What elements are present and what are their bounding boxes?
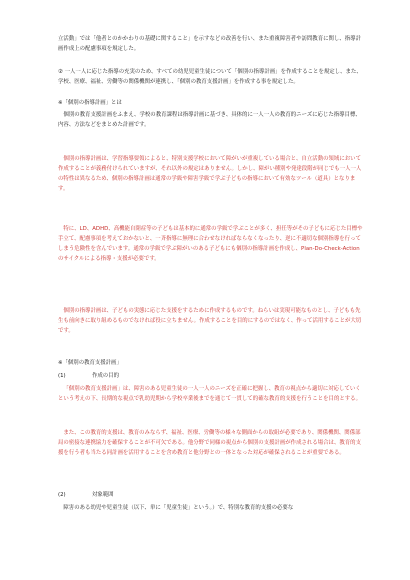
paragraph-target-scope: 障害のある幼児や児童生徒（以下、単に「児童生徒」という。）で、特別な教育的支援の必要な <box>63 505 294 511</box>
paragraph-support-plan-purpose: 「個別の教育支援計画」は、障害のある児童生徒の一人一人のニーズを正確に把握し、教育の視点から適切に対応していくという考えの下、長期的な視点で乳幼児期から学校卒業後までを通じて一貫して的確な教育的支援を行うことを目的とする。 <box>58 386 361 403</box>
paragraph-support-collaboration: また、この教育的支援は、教育のみならず、福祉、医療、労働等の様々な側面からの取組が必要であり、関係機関、関係部局の密接な連携協力を確保することが不可欠である。他分野で同様の視点から個別の支援計画が作成される場合は、教育的支援を行う者も当たる同計画を活用することを含め教育と他分野との一体となった対応が確保されることが重要である。 <box>58 430 361 457</box>
section-1-heading <box>58 371 119 381</box>
paragraph-plan-purpose: 個別の指導計画は、子どもの実態に応じた支援をするために作成するものです。ねらいは実現可能なものとし、子どもも先生も前向きに取り組めるものでなければ役に立ちません。作成することを目的にするのではなく、作って活用することが大切です。 <box>58 308 362 335</box>
paragraph-intro: 立活動」では「他者とのかかわりの基礎に関すること」を示すなどの改善を行い、また重複障害者や訪問教育に関し、指導計画作成上の配慮事項を規定した。 <box>58 36 361 53</box>
section-2-number: (2) <box>58 492 66 498</box>
section-2-title: 対象範囲 <box>92 492 114 498</box>
paragraph-individual-plan-rule: ② 一人一人に応じた指導の充実のため、すべての幼児児童生徒について「個別の指導計画」を作成することを規定し、また、学校、医療、福祉、労働等の関係機関が連携し、「個別の教育支援計画」を作成する事を規定した。 <box>58 69 362 86</box>
section-1-number: (1) <box>58 373 66 379</box>
paragraph-plan-definition: 個別の教育支援計画をふまえ、学校の教育課程は指導計画に基づき、具体的に一人一人の教育的ニーズに応じた指導目標、内容、方法などをまとめた計画です。 <box>58 112 361 129</box>
section-1-title: 作成の目的 <box>92 373 119 379</box>
paragraph-plan-requirements: 個別の指導計画は、学習指導要領によると、特別支援学校において障がいが重複している場合と、自立活動の領域において作成することが義務付けられていますが、それ以外の規定はありません。しかし、障がい種別や発達段階が同じでも一人一人の特性は異なるため、個別の指導計画は通常の学級や障害学級で学ぶ子どもの指導において有効なツール（道具）となります。 <box>58 156 362 193</box>
note-heading-support-plan: ※「個別の教育支援計画」 <box>58 360 122 366</box>
paragraph-ld-adhd: 特に、LD、ADHD、高機能自閉症等の子どもは基本的に通常の学級で学ぶことが多く、担任等がその子どもに応じた目標や手立て、配慮事項を考えておかないと、一斉指導に無理に合わせなければならなくなったり、逆に不適切な個別指導を行ってしまう危険性を含んでいます。通常の学級で学ぶ障がいのある子どもにも個別の指導計画を作成し、Plan-Do-Check-Action のサイクルによる指導・支援が必要です。 <box>58 226 363 263</box>
section-2-heading <box>58 490 114 500</box>
note-heading-individual-plan: ※「個別の指導計画」とは <box>58 100 122 106</box>
